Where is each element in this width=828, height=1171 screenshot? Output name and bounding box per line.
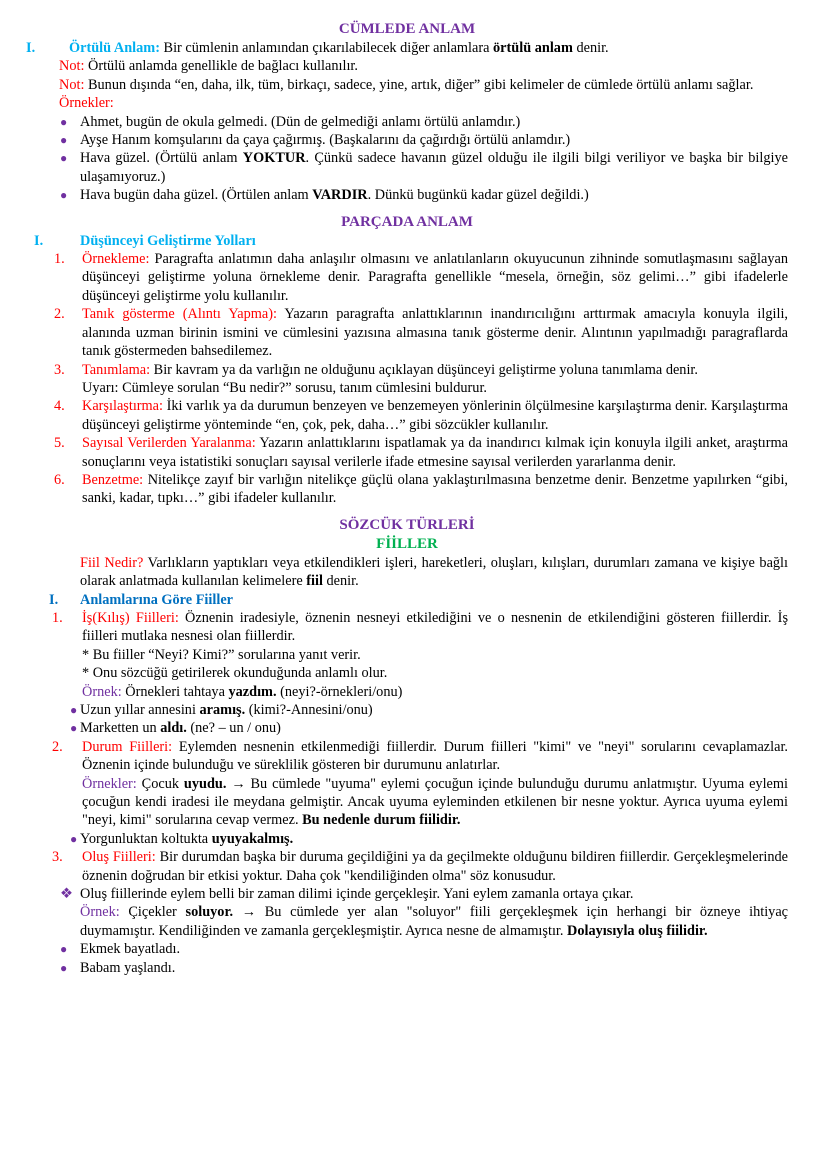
bullet-dot-icon: ●	[70, 831, 78, 846]
bullet-dot-icon: ●	[60, 188, 68, 203]
list-item: ● Uzun yıllar annesini aramış. (kimi?-Annesini/onu)	[70, 702, 373, 718]
bullet-dot-icon: ●	[60, 133, 68, 148]
list-item: ● Yorgunluktan koltukta uyuyakalmış.	[70, 830, 294, 847]
warning-text: Uyarı: Cümleye sorulan “Bu nedir?” sorusu, tanım cümlesini buldurur.	[82, 379, 487, 396]
list-item: 2. Tanık gösterme (Alıntı Yapma): Yazarın paragrafta anlattıklarının inandırıcılığını arttırmak amacıyla konuyla ilgili, alanında uzman birinin ismini ve cümlesini yazısına almasına tanık gösterme denir. Alıntının yapılmadığı paragraflarda tanık göstermeden bahsedilemez.	[54, 306, 788, 360]
list-item: 3. Oluş Fiilleri: Bir durumdan başka bir duruma geçildiğini ya da geçilmekte olduğunu bildiren fiillerdir. Gerçekleşmelerinde öznenin doğrudan bir etkisi yoktur. Daha çok "kendiliğinden olma" söz konusudur.	[52, 849, 788, 884]
examples-label: Örnekler:	[59, 95, 114, 112]
note-1: Not: Örtülü anlamda genellikle de bağlacı kullanılır.	[59, 58, 358, 75]
list-item: ● Ekmek bayatladı.	[60, 941, 181, 958]
diamond-bullet-icon: ❖	[60, 886, 73, 903]
heading-ortulu-anlam: Örtülü Anlam:	[69, 40, 160, 56]
heading-anlamlarina-gore-fiiller: Anlamlarına Göre Fiiller	[80, 591, 234, 608]
list-item: 3. Tanımlama: Bir kavram ya da varlığın ne olduğunu açıklayan düşünceyi geliştirme yoluna tanımlama denir. Uyarı: Cümleye sorulan “Bu nedir?” sorusu, tanım cümlesini buldurur.	[54, 361, 698, 396]
bullet-dot-icon: ●	[60, 960, 68, 975]
list-item: 5. Sayısal Verilerden Yaralanma: Yazarın anlattıklarını ispatlamak ya da inandırıcı kılmak için konuyla ilgili anket, araştırma sonuçlarını veya istatistiki sonuçları sayısal verilerle ifade etmesine sayısal verilerden yararlanma denir.	[54, 435, 788, 470]
roman-numeral: I.	[26, 40, 36, 56]
bullet-dot-icon: ●	[60, 151, 68, 166]
section-title-cumlede-anlam: CÜMLEDE ANLAM	[338, 21, 476, 37]
ortulu-anlam-definition: I. Örtülü Anlam: Bir cümlenin anlamından çıkarılabilecek diğer anlamlara örtülü anlam denir.	[26, 40, 609, 56]
list-item: ● Ahmet, bugün de okula gelmedi. (Dün de gelmediği anlamı örtülü anlamdır.)	[60, 113, 521, 130]
bullet-dot-icon: ●	[60, 114, 68, 129]
list-item: ● Ayşe Hanım komşularını da çaya çağırmış. (Başkalarını da çağırdığı örtülü anlamdır.)	[60, 132, 571, 149]
list-item: 2. Durum Fiilleri: Eylemden nesnenin etkilenmediği fiillerdir. Durum fiilleri "kimi" ve "neyi" sorularını cevaplamazlar. Öznenin içinde bulunduğu ve süreklilik gösteren bir durumunu anlatırlar. Örnekler: Çocuk uyudu. → Bu cümlede "uyuma" eylemi çocuğun içinde bulunduğu durumu anlatmıştır. Uyuma eylemi çocuğun kendi iradesi ile meydana gelmiştir. Ancak uyuma eyleminden etkilenen bir nesne yoktur. Ayrıca uyuma eylemi "neyi, kimi" sorularına cevap vermez. Bu nedenle durum fiilidir.	[52, 738, 788, 829]
bullet-dot-icon: ●	[70, 721, 78, 736]
note-2: Not: Bunun dışında “en, daha, ilk, tüm, birkaçı, sadece, yine, artık, diğer” gibi kelimeler de cümlede örtülü anlamı sağlar.	[59, 76, 754, 93]
example-paragraph: Örnek: Çiçekler soluyor. → Bu cümlede yer alan "soluyor" fiili gerçekleşmek için herhangi bir özneye ihtiyaç duymamıştır. Kendiliğinden ve zamanla gerçekleşmiştir. Ayrıca nesne de almamıştır. Dolayısıyla oluş fiilidir.	[80, 904, 789, 939]
heading-row	[26, 591, 788, 609]
list-item: ● Hava güzel. (Örtülü anlam YOKTUR. Çünkü sadece havanın güzel olduğu ile ilgili bilgi veriliyor ve başka bir bilgiye ulaşamıyoruz.)	[60, 150, 788, 185]
list-item: 6. Benzetme: Nitelikçe zayıf bir varlığın nitelikçe güçlü olana yaklaştırılmasına benzetme denir. Benzetme yapılırken “gibi, sanki, kadar, tıpkı…” gibi ifadeler kullanılır.	[54, 471, 788, 507]
roman-numeral: I.	[34, 232, 44, 249]
bullet-dot-icon: ●	[60, 942, 68, 957]
section-title-sozcuk-turleri: SÖZCÜK TÜRLERİ	[339, 516, 475, 533]
list-item: ● Marketten un aldı. (ne? – un / onu)	[70, 720, 281, 737]
list-item: ❖ Oluş fiillerinde eylem belli bir zaman dilimi içinde gerçekleşir. Yani eylem zamanla ortaya çıkar.	[60, 886, 634, 903]
list-item: 1. Örnekleme: Paragrafta anlatımın daha anlaşılır olmasını ve anlatılanların okuyucunun zihninde somutlaşmasını sağlayan düşünceyi geliştirme yoluna örnekleme denir. Paragrafta genellikle “mesela, örneğin, söz gelimi…” gibi ifadelerle düşünceyi geliştirme yolu kullanılır.	[54, 251, 788, 304]
roman-numeral: I.	[49, 591, 59, 608]
list-item: 1. İş(Kılış) Fiilleri: Öznenin iradesiyle, öznenin nesneyi etkilediğini ve o nesnenin de etkilendiğini gösteren fiillerdir. İş fiilleri mutlaka nesnesi olan fiillerdir. * Bu fiiller “Neyi? Kimi?” sorularına yanıt verir. * Onu sözcüğü getirilerek okunduğunda anlamlı olur. Örnek: Örnekleri tahtaya yazdım. (neyi?-örnekleri/onu)	[52, 609, 789, 700]
heading-row	[26, 232, 788, 250]
heading-dusunceyi-gelistirme: Düşünceyi Geliştirme Yolları	[80, 232, 256, 249]
list-item: ● Hava bugün daha güzel. (Örtülen anlam VARDIR. Dünkü bugünkü kadar güzel değildi.)	[60, 187, 589, 204]
list-item: ● Babam yaşlandı.	[60, 959, 176, 976]
list-item: 4. Karşılaştırma: İki varlık ya da durumun benzeyen ve benzemeyen yönlerinin ölçülmesine karşılaştırma denir. Karşılaştırma düşünceyi geliştirme yönteminde “en, çok, pek, daha…” gibi sözcükler kullanılır.	[54, 398, 788, 433]
section-subtitle-fiiller: FİİLLER	[376, 535, 438, 552]
section-title-parcada-anlam: PARÇADA ANLAM	[341, 213, 473, 230]
bullet-dot-icon: ●	[70, 703, 78, 717]
fiil-definition: Fiil Nedir? Varlıkların yaptıkları veya etkilendikleri işleri, hareketleri, oluşları, kılışları, durumları zamana ve kişiye bağlı olarak anlatmada kullanılan kelimelere fiil denir.	[80, 554, 789, 590]
